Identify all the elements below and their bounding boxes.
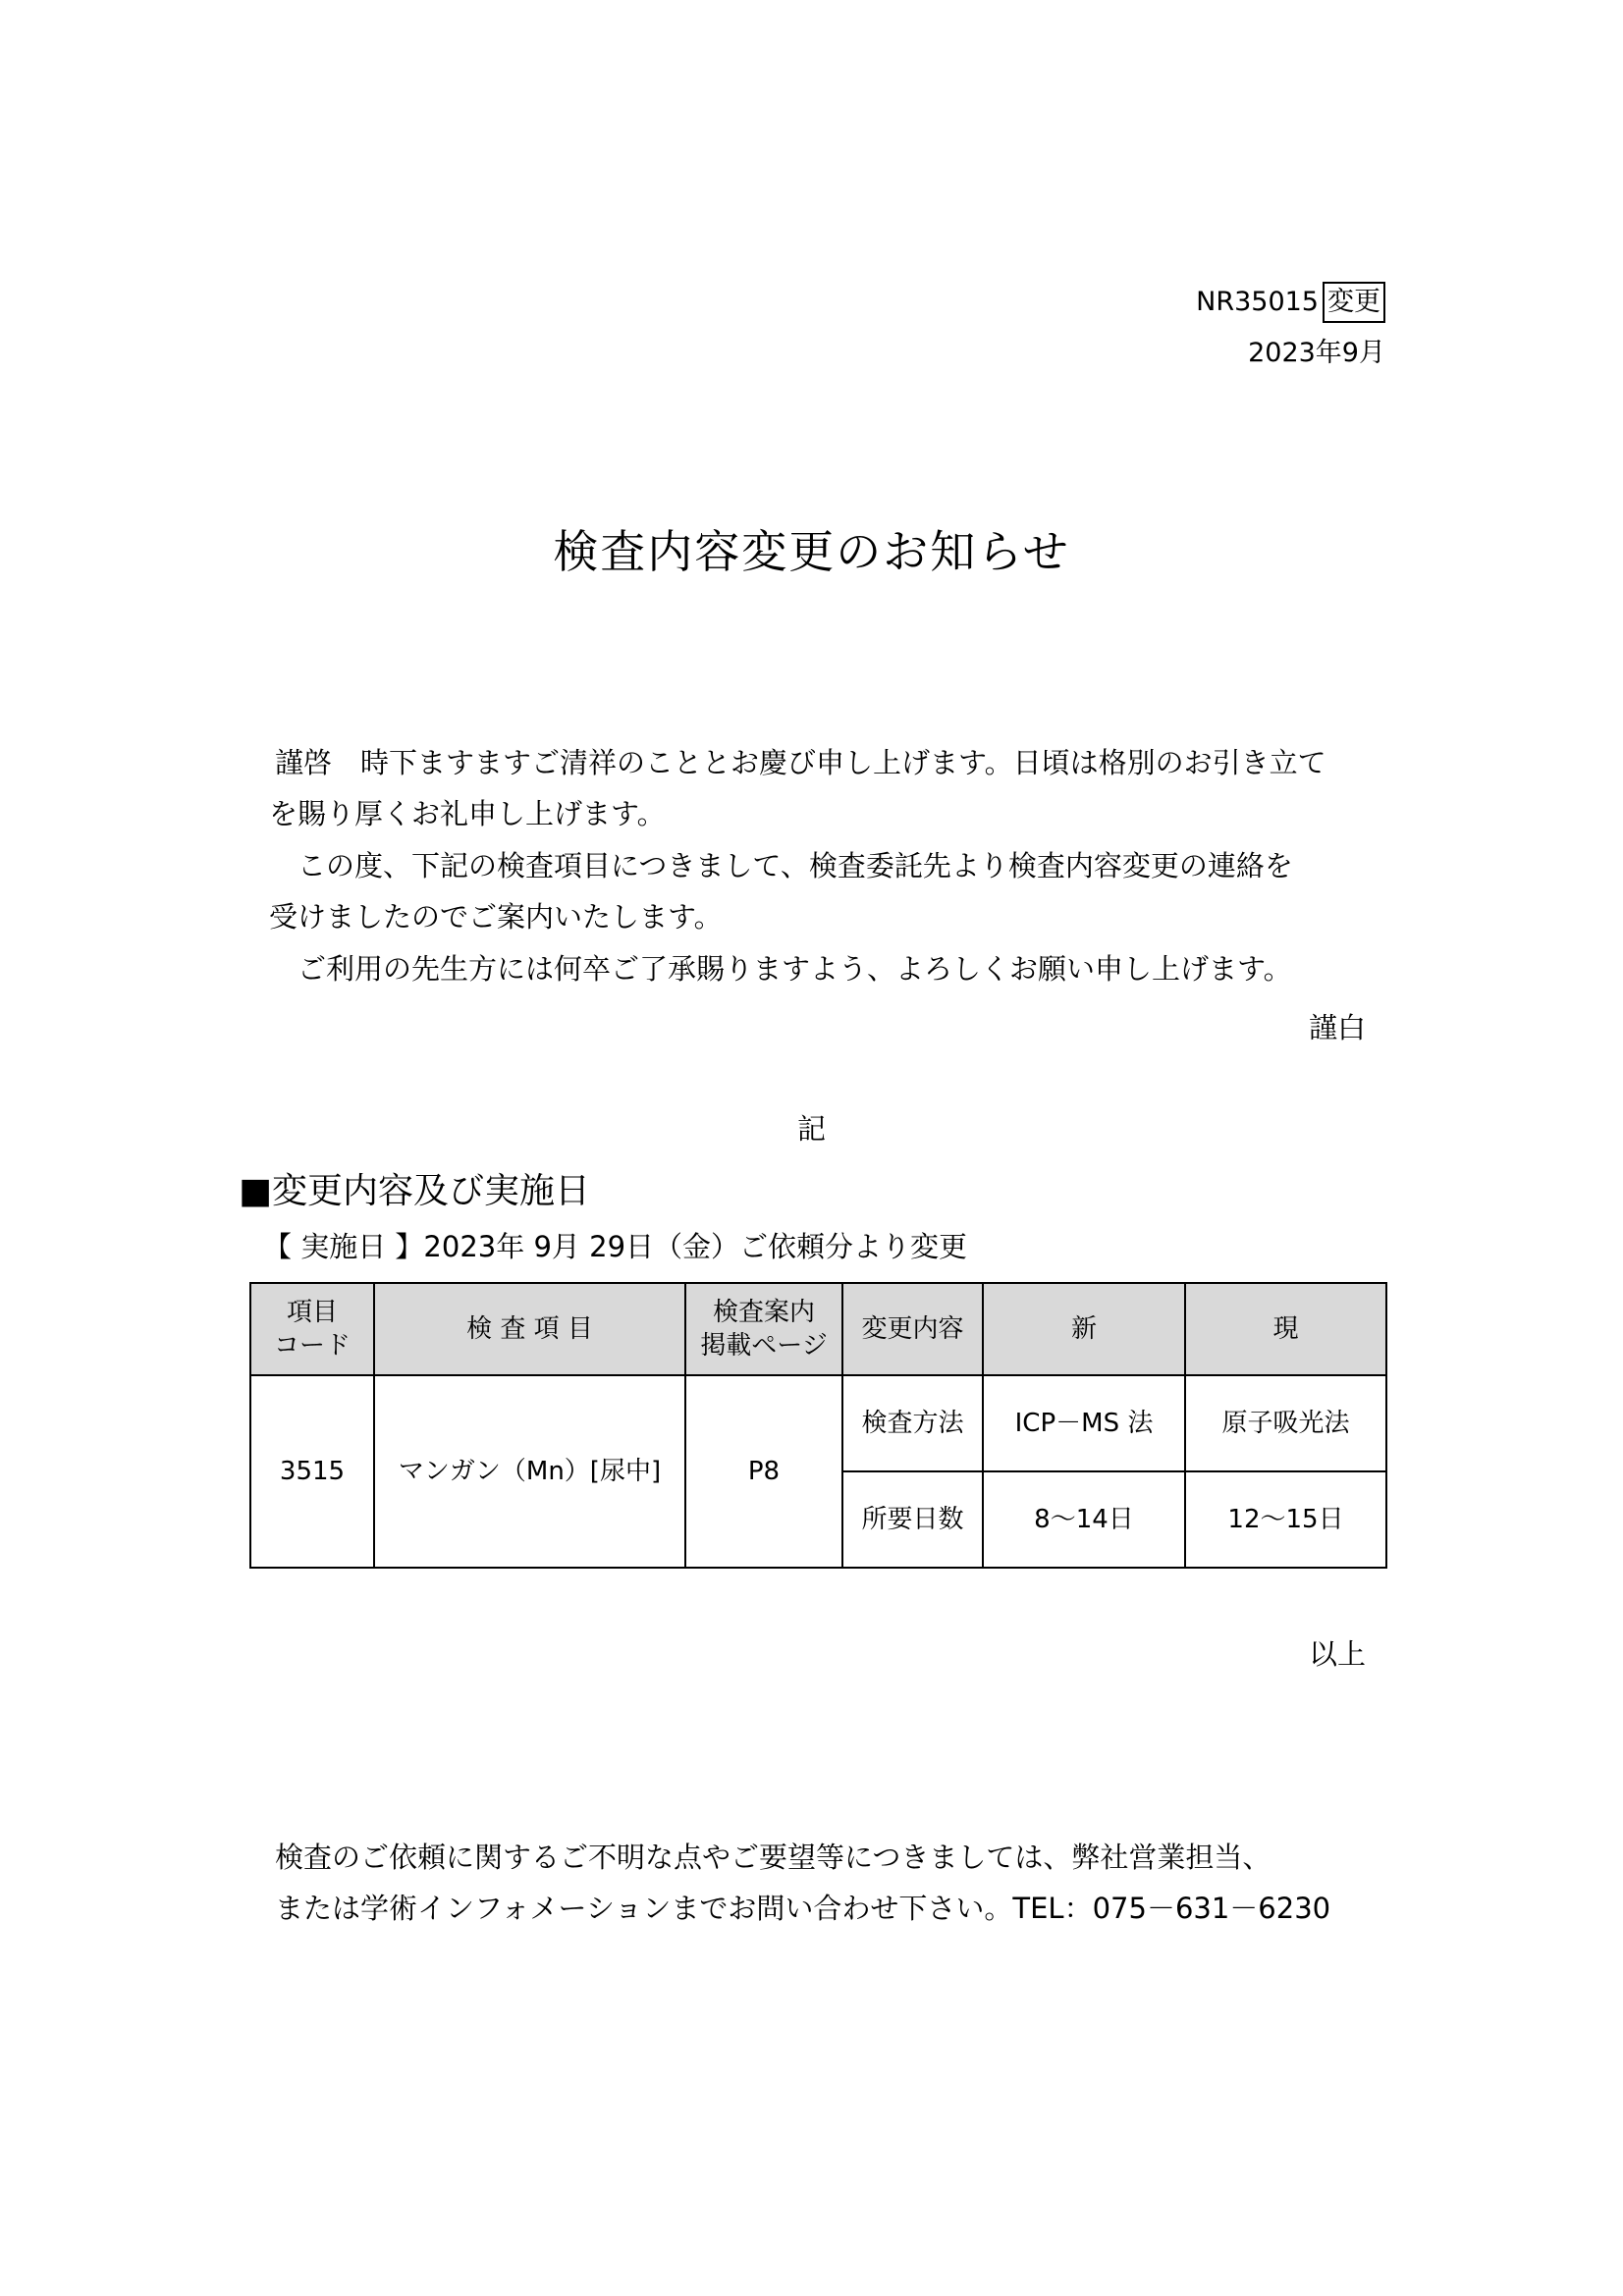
header-item-code <box>250 1283 374 1375</box>
body-line-3: この度、下記の検査項目につきまして、検査委託先より検査内容変更の連絡を <box>269 849 1293 882</box>
cell-new-value: 8～14日 <box>983 1471 1185 1568</box>
table-header-row <box>250 1283 1386 1375</box>
closing-remark: 謹白 <box>1308 1011 1366 1044</box>
cell-change-label: 検査方法 <box>842 1375 983 1471</box>
implementation-date: 【 実施日 】2023年 9月 29日（金）ご依頼分より変更 <box>263 1230 968 1263</box>
header-item-code-line2: コード <box>273 1331 351 1361</box>
body-line-4: 受けましたのでご案内いたします。 <box>269 900 723 934</box>
header-new: 新 <box>983 1283 1185 1375</box>
ki-marker: 記 <box>796 1112 826 1146</box>
cell-test-item: マンガン（Mn）[尿中] <box>374 1375 685 1568</box>
changes-table <box>249 1282 1387 1569</box>
body-line-2: を賜り厚くお礼申し上げます。 <box>269 797 666 830</box>
header-guide-page <box>685 1283 842 1375</box>
cell-new-value: ICP－MS 法 <box>983 1375 1185 1471</box>
document-number-text: NR35015 <box>1196 287 1319 317</box>
footer-line-2: または学術インフォメーションまでお問い合わせ下さい。TEL：075－631－6230 <box>275 1892 1331 1925</box>
cell-change-label: 所要日数 <box>842 1471 983 1568</box>
cell-guide-page: P8 <box>685 1375 842 1568</box>
document-number <box>1196 281 1385 324</box>
cell-current-value: 12～15日 <box>1185 1471 1386 1568</box>
header-guide-page-line1: 検査案内 <box>712 1298 815 1327</box>
end-mark: 以上 <box>1308 1637 1366 1671</box>
document-date: 2023年9月 <box>1248 338 1385 368</box>
body-line-5: ご利用の先生方には何卒ご了承賜りますよう、よろしくお願い申し上げます。 <box>269 952 1292 986</box>
cell-current-value: 原子吸光法 <box>1185 1375 1386 1471</box>
header-change-content: 変更内容 <box>842 1283 983 1375</box>
footer-line-1: 検査のご依頼に関するご不明な点やご要望等につきましては、弊社営業担当、 <box>275 1841 1271 1874</box>
change-label-box: 変更 <box>1323 282 1385 323</box>
header-current: 現 <box>1185 1283 1386 1375</box>
header-test-item: 検 査 項 目 <box>374 1283 685 1375</box>
header-guide-page-line2: 掲載ページ <box>700 1331 828 1361</box>
table-row <box>250 1375 1386 1471</box>
section-heading: ■変更内容及び実施日 <box>239 1171 591 1211</box>
cell-item-code: 3515 <box>250 1375 374 1568</box>
header-item-code-line1: 項目 <box>286 1298 338 1327</box>
page-title: 検査内容変更のお知らせ <box>553 525 1070 578</box>
body-line-1: 謹啓 時下ますますご清祥のこととお慶び申し上げます。日頃は格別のお引き立て <box>275 746 1326 779</box>
